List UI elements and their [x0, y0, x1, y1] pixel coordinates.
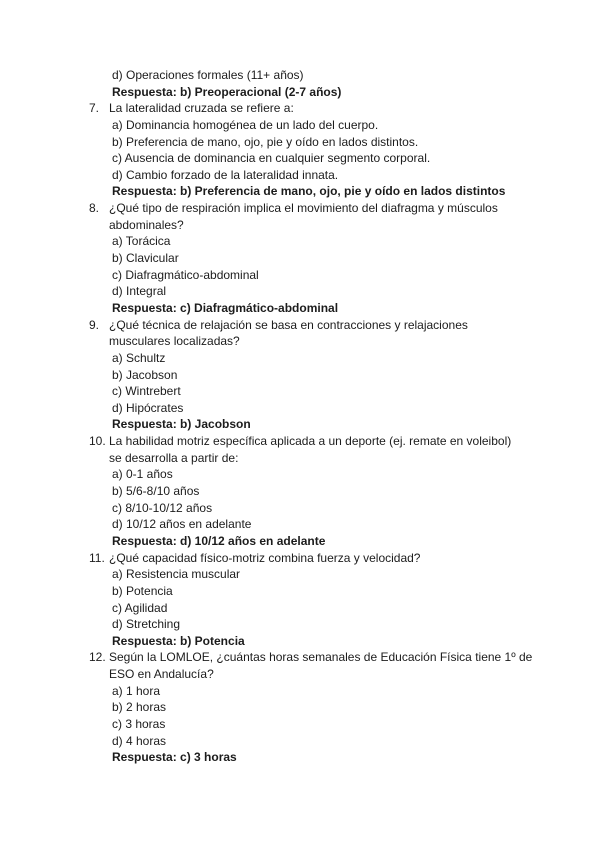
option-text: d) Integral [112, 284, 167, 299]
option-line [0, 367, 600, 384]
question-number: 7. [89, 101, 100, 116]
option-line [0, 67, 600, 84]
question-text: ¿Qué técnica de relajación se basa en contracciones y relajaciones [109, 317, 468, 332]
option-line [0, 383, 600, 400]
option-text: a) Resistencia muscular [112, 567, 241, 582]
option-text: d) 4 horas [112, 733, 167, 748]
question-number: 10. [89, 434, 106, 449]
option-line [0, 134, 600, 151]
option-text: d) Stretching [112, 617, 181, 632]
option-line [0, 283, 600, 300]
question-text: ESO en Andalucía? [109, 667, 214, 682]
question-line [0, 333, 600, 350]
question-number: 8. [89, 201, 100, 216]
question-text: abdominales? [109, 217, 184, 232]
question-block [0, 433, 600, 549]
option-line [0, 483, 600, 500]
option-line [0, 566, 600, 583]
option-line [0, 233, 600, 250]
answer-line [0, 183, 600, 200]
question-line [0, 450, 600, 467]
answer-text: Respuesta: c) 3 horas [112, 750, 237, 765]
option-text: a) Dominancia homogénea de un lado del cuerpo. [112, 117, 379, 132]
question-line [0, 433, 600, 450]
question-block [0, 649, 600, 765]
option-line [0, 350, 600, 367]
question-line [0, 217, 600, 234]
option-text: d) 10/12 años en adelante [112, 517, 252, 532]
question-block [0, 550, 600, 650]
option-text: d) Cambio forzado de la lateralidad innata. [112, 167, 339, 182]
answer-line [0, 300, 600, 317]
option-line [0, 150, 600, 167]
option-text: c) 3 horas [112, 716, 166, 731]
question-line [0, 666, 600, 683]
option-text: c) Ausencia de dominancia en cualquier segmento corporal. [112, 151, 431, 166]
option-line [0, 400, 600, 417]
option-line [0, 616, 600, 633]
answer-line [0, 416, 600, 433]
option-text: a) Schultz [112, 350, 166, 365]
question-line [0, 550, 600, 567]
answer-line [0, 84, 600, 101]
option-line [0, 267, 600, 284]
option-text: b) 2 horas [112, 700, 167, 715]
option-line [0, 716, 600, 733]
option-text: c) Agilidad [112, 600, 168, 615]
question-text: ¿Qué tipo de respiración implica el movimiento del diafragma y músculos [109, 201, 498, 216]
answer-line [0, 749, 600, 766]
option-line [0, 733, 600, 750]
option-text: a) 0-1 años [112, 467, 173, 482]
option-line [0, 117, 600, 134]
answer-text: Respuesta: c) Diafragmático-abdominal [112, 300, 339, 315]
document-page [0, 67, 600, 766]
option-text: c) Wintrebert [112, 384, 181, 399]
option-line [0, 167, 600, 184]
question-block [0, 317, 600, 433]
option-text: c) 8/10-10/12 años [112, 500, 213, 515]
option-line [0, 500, 600, 517]
option-line [0, 466, 600, 483]
answer-line [0, 633, 600, 650]
answer-text: Respuesta: b) Jacobson [112, 417, 251, 432]
option-text: d) Operaciones formales (11+ años) [112, 68, 304, 82]
question-number: 11. [89, 550, 105, 565]
option-line [0, 699, 600, 716]
option-line [0, 516, 600, 533]
question-line [0, 317, 600, 334]
answer-text: Respuesta: b) Preoperacional (2-7 años) [112, 84, 342, 99]
option-text: b) 5/6-8/10 años [112, 484, 200, 499]
question-text: musculares localizadas? [109, 334, 240, 349]
question-text: ¿Qué capacidad físico-motriz combina fuerza y velocidad? [109, 550, 421, 565]
question-text: La habilidad motriz específica aplicada a un deporte (ej. remate en voleibol) [109, 434, 512, 449]
option-text: b) Potencia [112, 583, 173, 598]
answer-line [0, 533, 600, 550]
question-number: 9. [89, 317, 100, 332]
option-line [0, 250, 600, 267]
option-line [0, 600, 600, 617]
answer-text: Respuesta: b) Preferencia de mano, ojo, pie y oído en lados distintos [112, 184, 506, 199]
question-block [0, 200, 600, 316]
answer-text: Respuesta: b) Potencia [112, 633, 245, 648]
option-text: d) Hipócrates [112, 400, 184, 415]
question-text: Según la LOMLOE, ¿cuántas horas semanales de Educación Física tiene 1º de [109, 650, 533, 665]
question-list [0, 100, 600, 766]
option-text: b) Jacobson [112, 367, 178, 382]
option-line [0, 583, 600, 600]
option-text: b) Clavicular [112, 251, 179, 266]
question-text: La lateralidad cruzada se refiere a: [109, 101, 294, 116]
question-number: 12. [89, 650, 106, 665]
option-text: a) 1 hora [112, 683, 161, 698]
option-line [0, 683, 600, 700]
question-line [0, 100, 600, 117]
answer-text: Respuesta: d) 10/12 años en adelante [112, 533, 326, 548]
option-text: a) Torácica [112, 234, 171, 249]
question-block [0, 100, 600, 200]
question-text: se desarrolla a partir de: [109, 450, 239, 465]
option-text: c) Diafragmático-abdominal [112, 267, 259, 282]
question-line [0, 649, 600, 666]
question-line [0, 200, 600, 217]
option-text: b) Preferencia de mano, ojo, pie y oído en lados distintos. [112, 134, 419, 149]
